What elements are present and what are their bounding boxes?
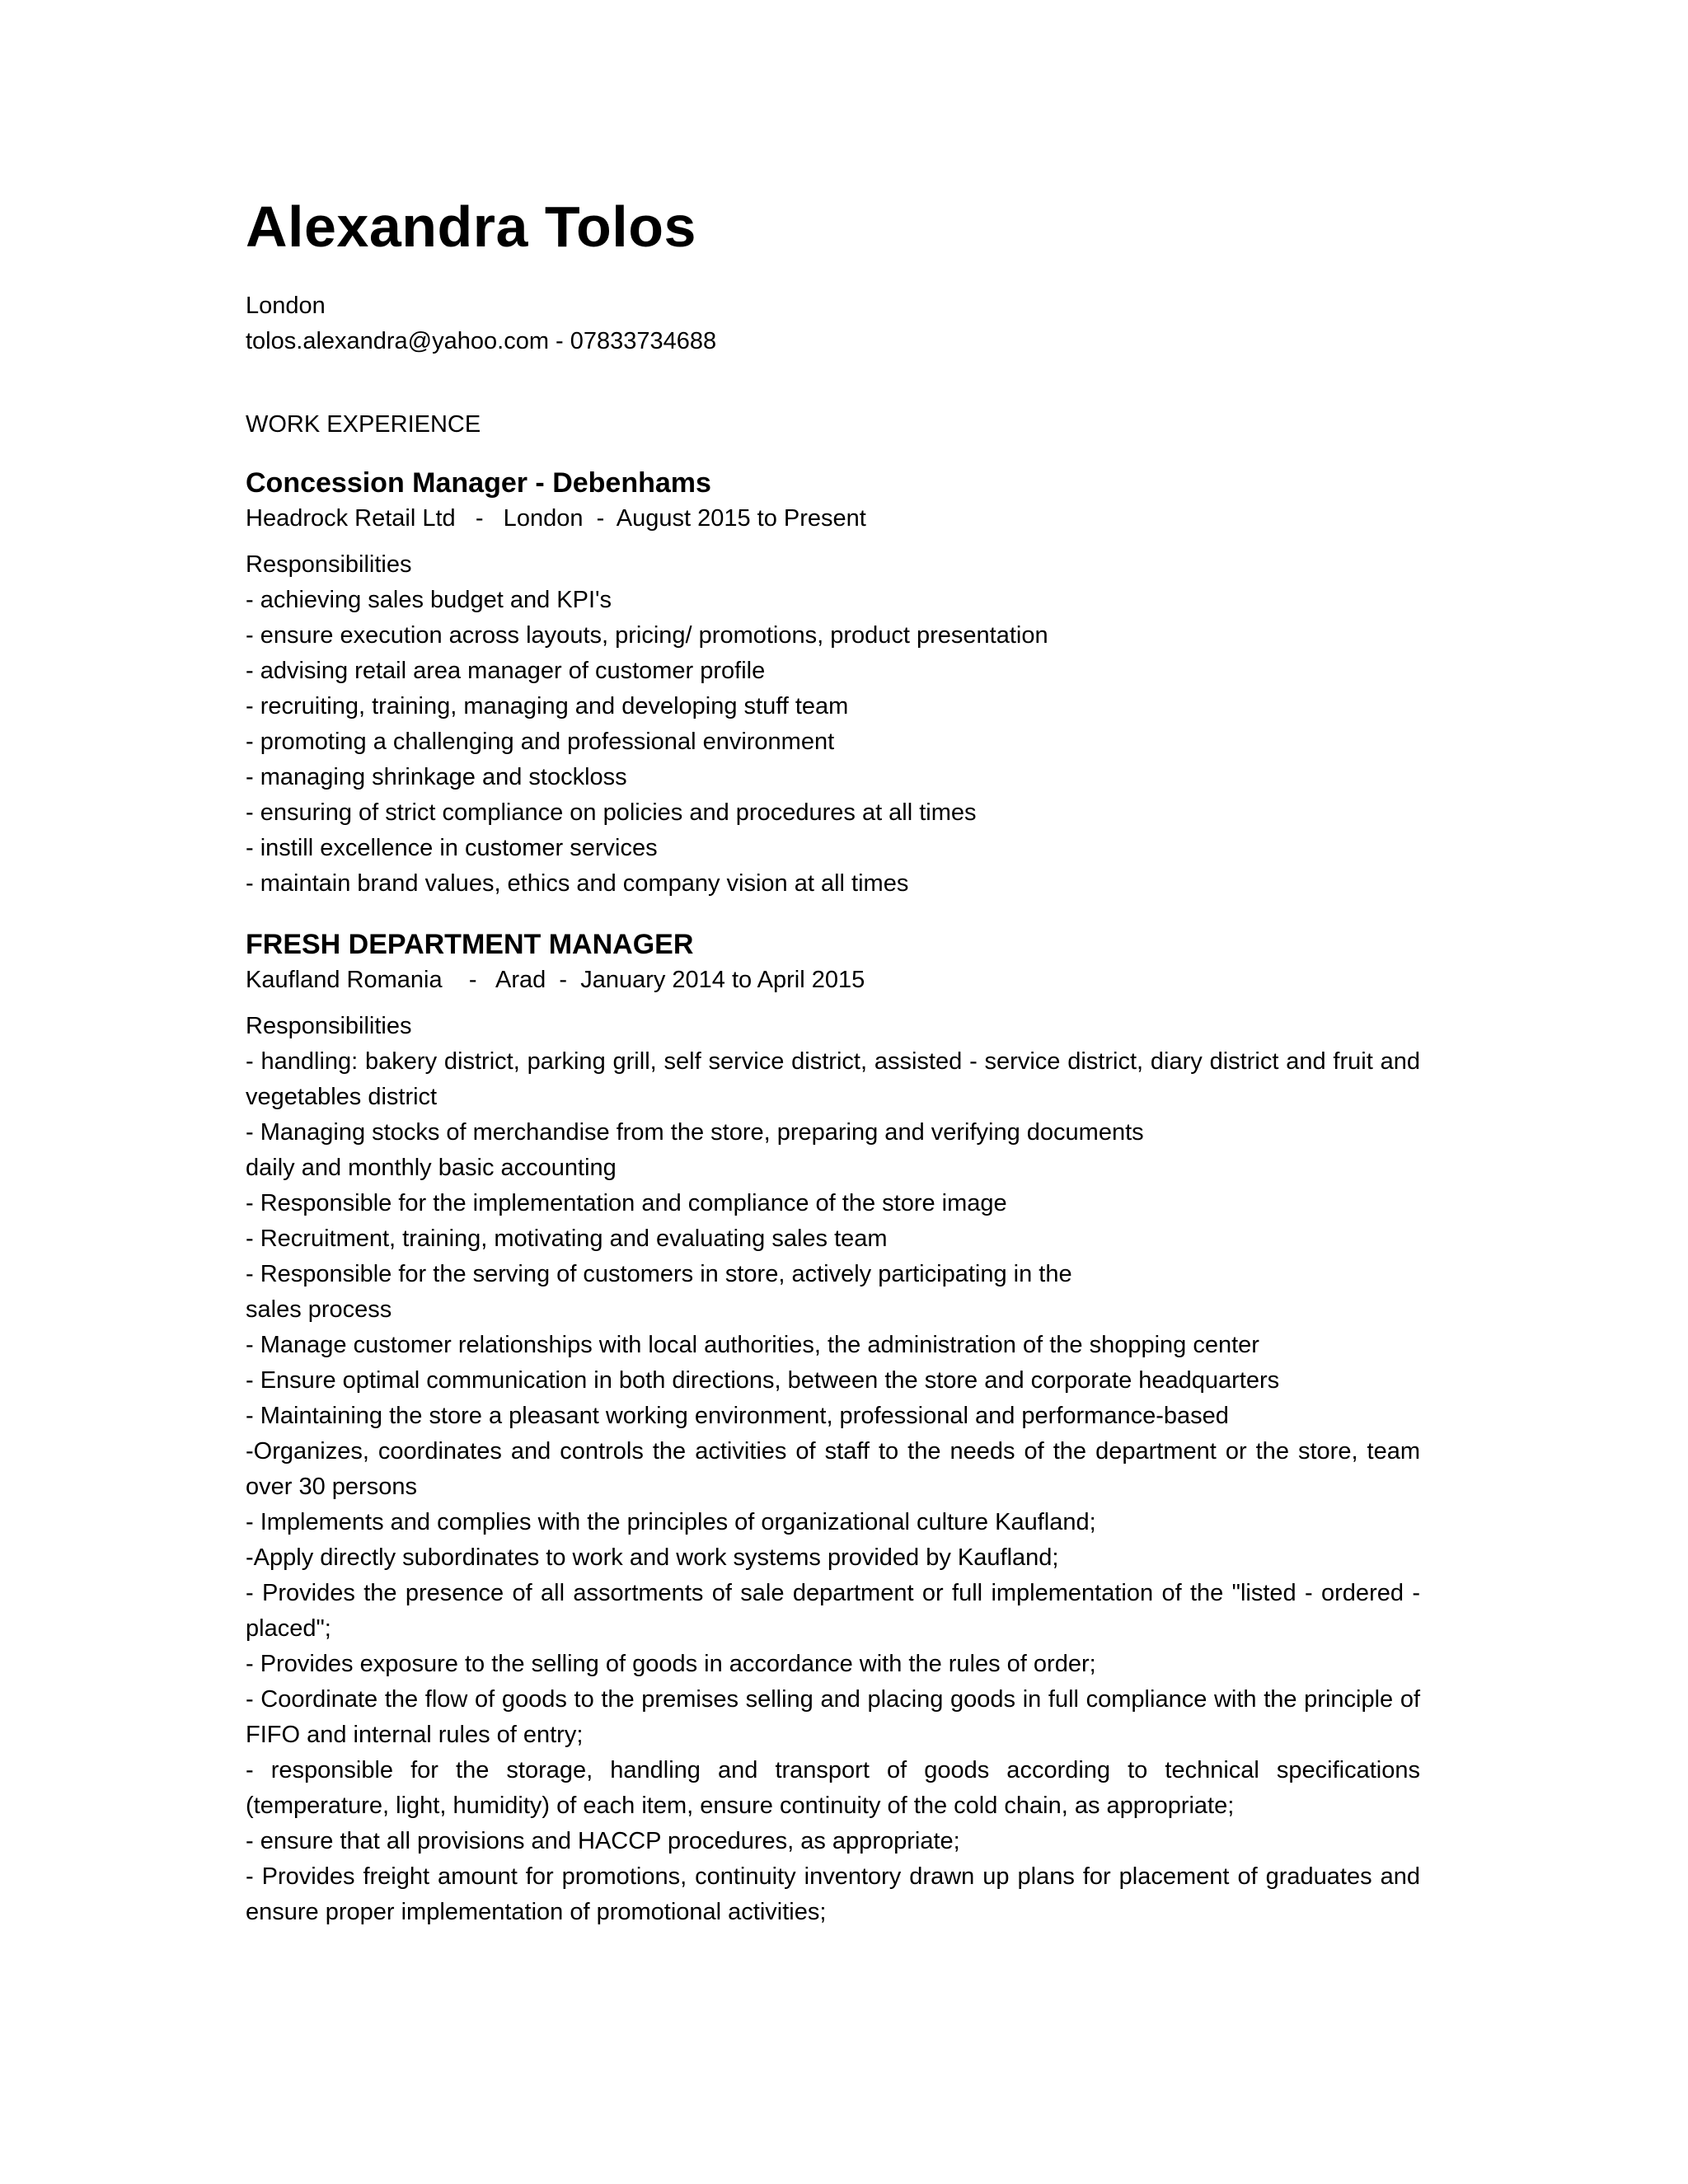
responsibility-item: - Responsible for the implementation and compliance of the store image bbox=[246, 1190, 1007, 1216]
job-title: FRESH DEPARTMENT MANAGER bbox=[246, 929, 694, 960]
responsibility-item: - promoting a challenging and professional environment bbox=[246, 729, 835, 755]
responsibility-item: daily and monthly basic accounting bbox=[246, 1155, 617, 1181]
location-text: London bbox=[246, 293, 326, 319]
responsibility-item: - achieving sales budget and KPI's bbox=[246, 587, 612, 613]
responsibility-item: - Coordinate the flow of goods to the premises selling and placing goods in full compliance with the principle of FIFO and internal rules of entry; bbox=[246, 1686, 1420, 1748]
responsibility-item: - recruiting, training, managing and developing stuff team bbox=[246, 693, 849, 719]
work-experience-heading: WORK EXPERIENCE bbox=[246, 411, 481, 438]
responsibilities-label: Responsibilities bbox=[246, 551, 412, 578]
job-entry-concession-manager bbox=[246, 465, 1420, 902]
responsibilities-list bbox=[246, 1044, 1420, 1930]
responsibility-item: - handling: bakery district, parking grill, self service district, assisted - service district, diary district and fruit and vegetables district bbox=[246, 1048, 1420, 1110]
responsibility-item: - responsible for the storage, handling and transport of goods according to technical specifications (temperature, light, humidity) of each item, ensure continuity of the cold chain, as appropriate; bbox=[246, 1757, 1420, 1819]
responsibility-item: - advising retail area manager of customer profile bbox=[246, 658, 766, 684]
responsibility-item: sales process bbox=[246, 1296, 392, 1323]
job-entry-fresh-department-manager bbox=[246, 926, 1420, 1930]
responsibility-item: - Provides the presence of all assortments of sale department or full implementation of the "listed - ordered - placed"; bbox=[246, 1580, 1420, 1642]
contact-block bbox=[246, 288, 1420, 359]
responsibility-item: - Ensure optimal communication in both directions, between the store and corporate headquarters bbox=[246, 1367, 1280, 1394]
responsibility-item: -Apply directly subordinates to work and work systems provided by Kaufland; bbox=[246, 1544, 1059, 1571]
responsibility-item: - Provides exposure to the selling of goods in accordance with the rules of order; bbox=[246, 1651, 1096, 1677]
responsibilities-list bbox=[246, 583, 1420, 902]
responsibility-item: - managing shrinkage and stockloss bbox=[246, 764, 627, 790]
responsibility-item: -Organizes, coordinates and controls the activities of staff to the needs of the department or the store, team over 30 persons bbox=[246, 1438, 1420, 1500]
job-meta: Kaufland Romania - Arad - January 2014 to April 2015 bbox=[246, 967, 865, 993]
responsibility-item: - instill excellence in customer services bbox=[246, 835, 658, 861]
responsibility-item: - Implements and complies with the principles of organizational culture Kaufland; bbox=[246, 1509, 1096, 1535]
job-title: Concession Manager - Debenhams bbox=[246, 467, 711, 499]
responsibility-item: - ensure execution across layouts, pricing/ promotions, product presentation bbox=[246, 622, 1048, 649]
responsibility-item: - Recruitment, training, motivating and evaluating sales team bbox=[246, 1226, 888, 1252]
responsibility-item: - Provides freight amount for promotions, continuity inventory drawn up plans for placement of graduates and ensure proper implementation of promotional activities; bbox=[246, 1863, 1420, 1925]
responsibilities-label: Responsibilities bbox=[246, 1013, 412, 1039]
responsibility-item: - Maintaining the store a pleasant working environment, professional and performance-based bbox=[246, 1403, 1229, 1429]
responsibility-item: - ensuring of strict compliance on policies and procedures at all times bbox=[246, 799, 977, 826]
responsibility-item: - maintain brand values, ethics and company vision at all times bbox=[246, 870, 909, 897]
job-meta: Headrock Retail Ltd - London - August 2015 to Present bbox=[246, 505, 866, 532]
responsibility-item: - Managing stocks of merchandise from the store, preparing and verifying documents bbox=[246, 1119, 1144, 1146]
resume-page bbox=[246, 194, 1420, 1930]
responsibility-item: - ensure that all provisions and HACCP procedures, as appropriate; bbox=[246, 1828, 960, 1854]
responsibility-item: - Responsible for the serving of customers in store, actively participating in the bbox=[246, 1261, 1072, 1287]
responsibility-item: - Manage customer relationships with local authorities, the administration of the shopping center bbox=[246, 1332, 1259, 1358]
email-phone-text: tolos.alexandra@yahoo.com - 07833734688 bbox=[246, 328, 717, 354]
candidate-name: Alexandra Tolos bbox=[246, 194, 696, 259]
